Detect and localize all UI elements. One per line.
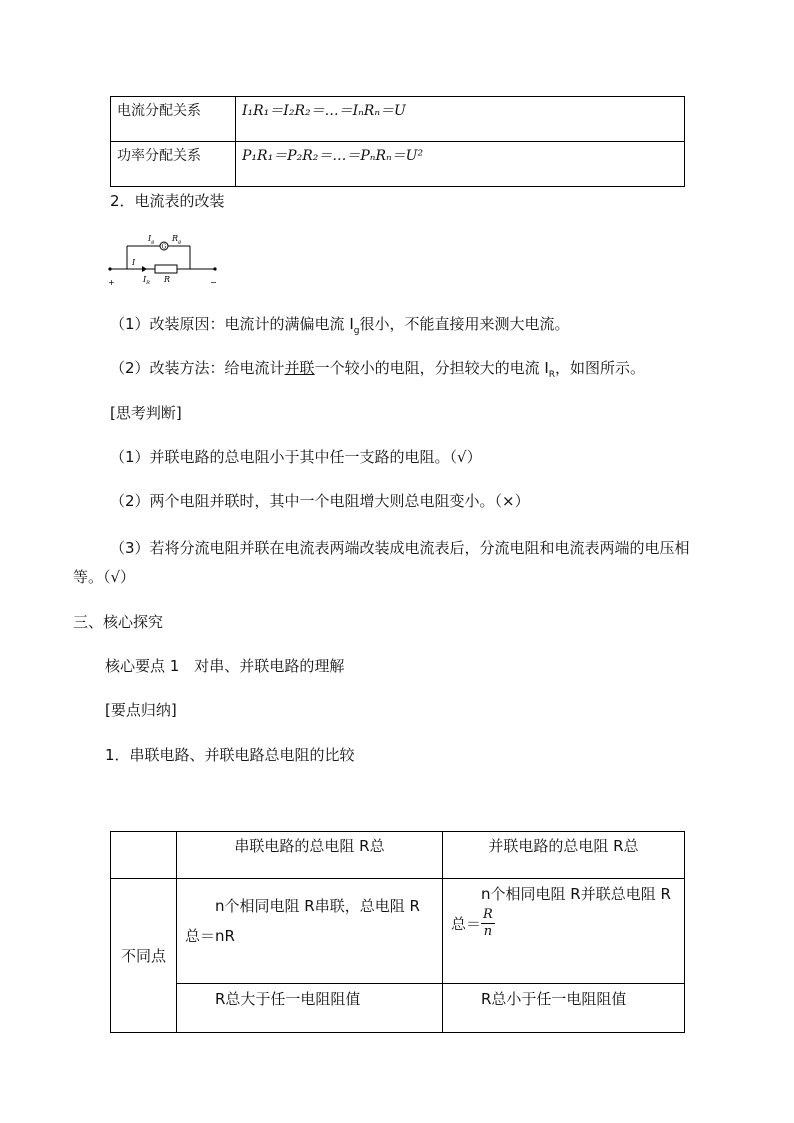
table-row [111, 832, 685, 879]
terminal-left [108, 267, 111, 270]
think-q3-line1: （3）若将分流电阻并联在电流表两端改装成电流表后，分流电阻和电流表两端的电压相 [110, 539, 690, 557]
label-ig: $I_g$ [148, 234, 155, 245]
table-cell-parallel-1 [443, 879, 685, 984]
table-cell-formula: P₁R₁＝P₂R₂＝…＝PₙRₙ＝U² [236, 142, 685, 187]
think-heading: [思考判断] [110, 404, 182, 422]
table-cell-series-1 [177, 879, 443, 984]
distribution-table [110, 96, 685, 187]
series-cell1-line2: 总＝nR [185, 927, 235, 945]
fraction-numerator: R [483, 907, 493, 922]
core-summary: [要点归纳] [105, 701, 177, 719]
row-label-different: 不同点 [111, 879, 177, 1033]
core-heading: 三、核心探究 [73, 613, 164, 631]
galvanometer-label: G [161, 243, 167, 251]
core-item1: 1．串联电路、并联电路总电阻的比较 [105, 746, 355, 764]
fraction-r-over-n [481, 907, 495, 940]
section-heading-ammeter: 2．电流表的改装 [110, 192, 225, 210]
table-cell-label: 功率分配关系 [111, 142, 236, 187]
fraction-denominator: n [483, 924, 493, 939]
table-cell-label: 电流分配关系 [111, 97, 236, 142]
plus-terminal: + [108, 278, 115, 287]
paragraph-method: （2）改装方法：给电流计并联一个较小的电阻，分担较大的电流 $I_R$，如图所示。 [110, 359, 646, 380]
paragraph-reason: （1）改装原因：电流计的满偏电流 $I_g$很小，不能直接用来测大电流。 [110, 315, 570, 336]
table-cell-formula: I₁R₁＝I₂R₂＝…＝IₙRₙ＝U [236, 97, 685, 142]
label-i: I [132, 258, 136, 267]
parallel-cell1-line1: n个相同电阻 R并联总电阻 R [481, 885, 671, 903]
label-ir: $I_R$ [143, 275, 150, 286]
series-cell1-line1: n个相同电阻 R串联，总电阻 R [215, 897, 420, 915]
table-header-parallel: 并联电路的总电阻 R总 [443, 832, 685, 879]
think-q2: （2）两个电阻并联时，其中一个电阻增大则总电阻变小。（×） [110, 492, 530, 510]
parallel-cell1-eq: 总＝ [451, 915, 482, 933]
think-q1: （1）并联电路的总电阻小于其中任一支路的电阻。（√） [110, 448, 482, 466]
table-row [111, 984, 685, 1033]
table-header-series: 串联电路的总电阻 R总 [177, 832, 443, 879]
table-row [111, 879, 685, 984]
resistor-symbol [155, 265, 177, 273]
current-arrow [142, 266, 147, 272]
table-cell-parallel-2: R总小于任一电阻阻值 [443, 984, 685, 1033]
terminal-right [213, 267, 216, 270]
minus-terminal: − [210, 278, 217, 287]
label-rg: $R_g$ [172, 234, 182, 245]
table-cell-empty [111, 832, 177, 879]
label-r: R [164, 275, 171, 284]
table-cell-series-2: R总大于任一电阻阻值 [177, 984, 443, 1033]
think-q3-line2: 等。（√） [73, 568, 136, 586]
resistance-comparison-table [110, 831, 685, 1033]
table-row [111, 142, 685, 187]
table-row [111, 97, 685, 142]
ammeter-circuit-diagram [100, 226, 230, 292]
core-point1: 核心要点 1 对串、并联电路的理解 [105, 657, 345, 675]
parallel-cell1-formula [451, 907, 678, 940]
